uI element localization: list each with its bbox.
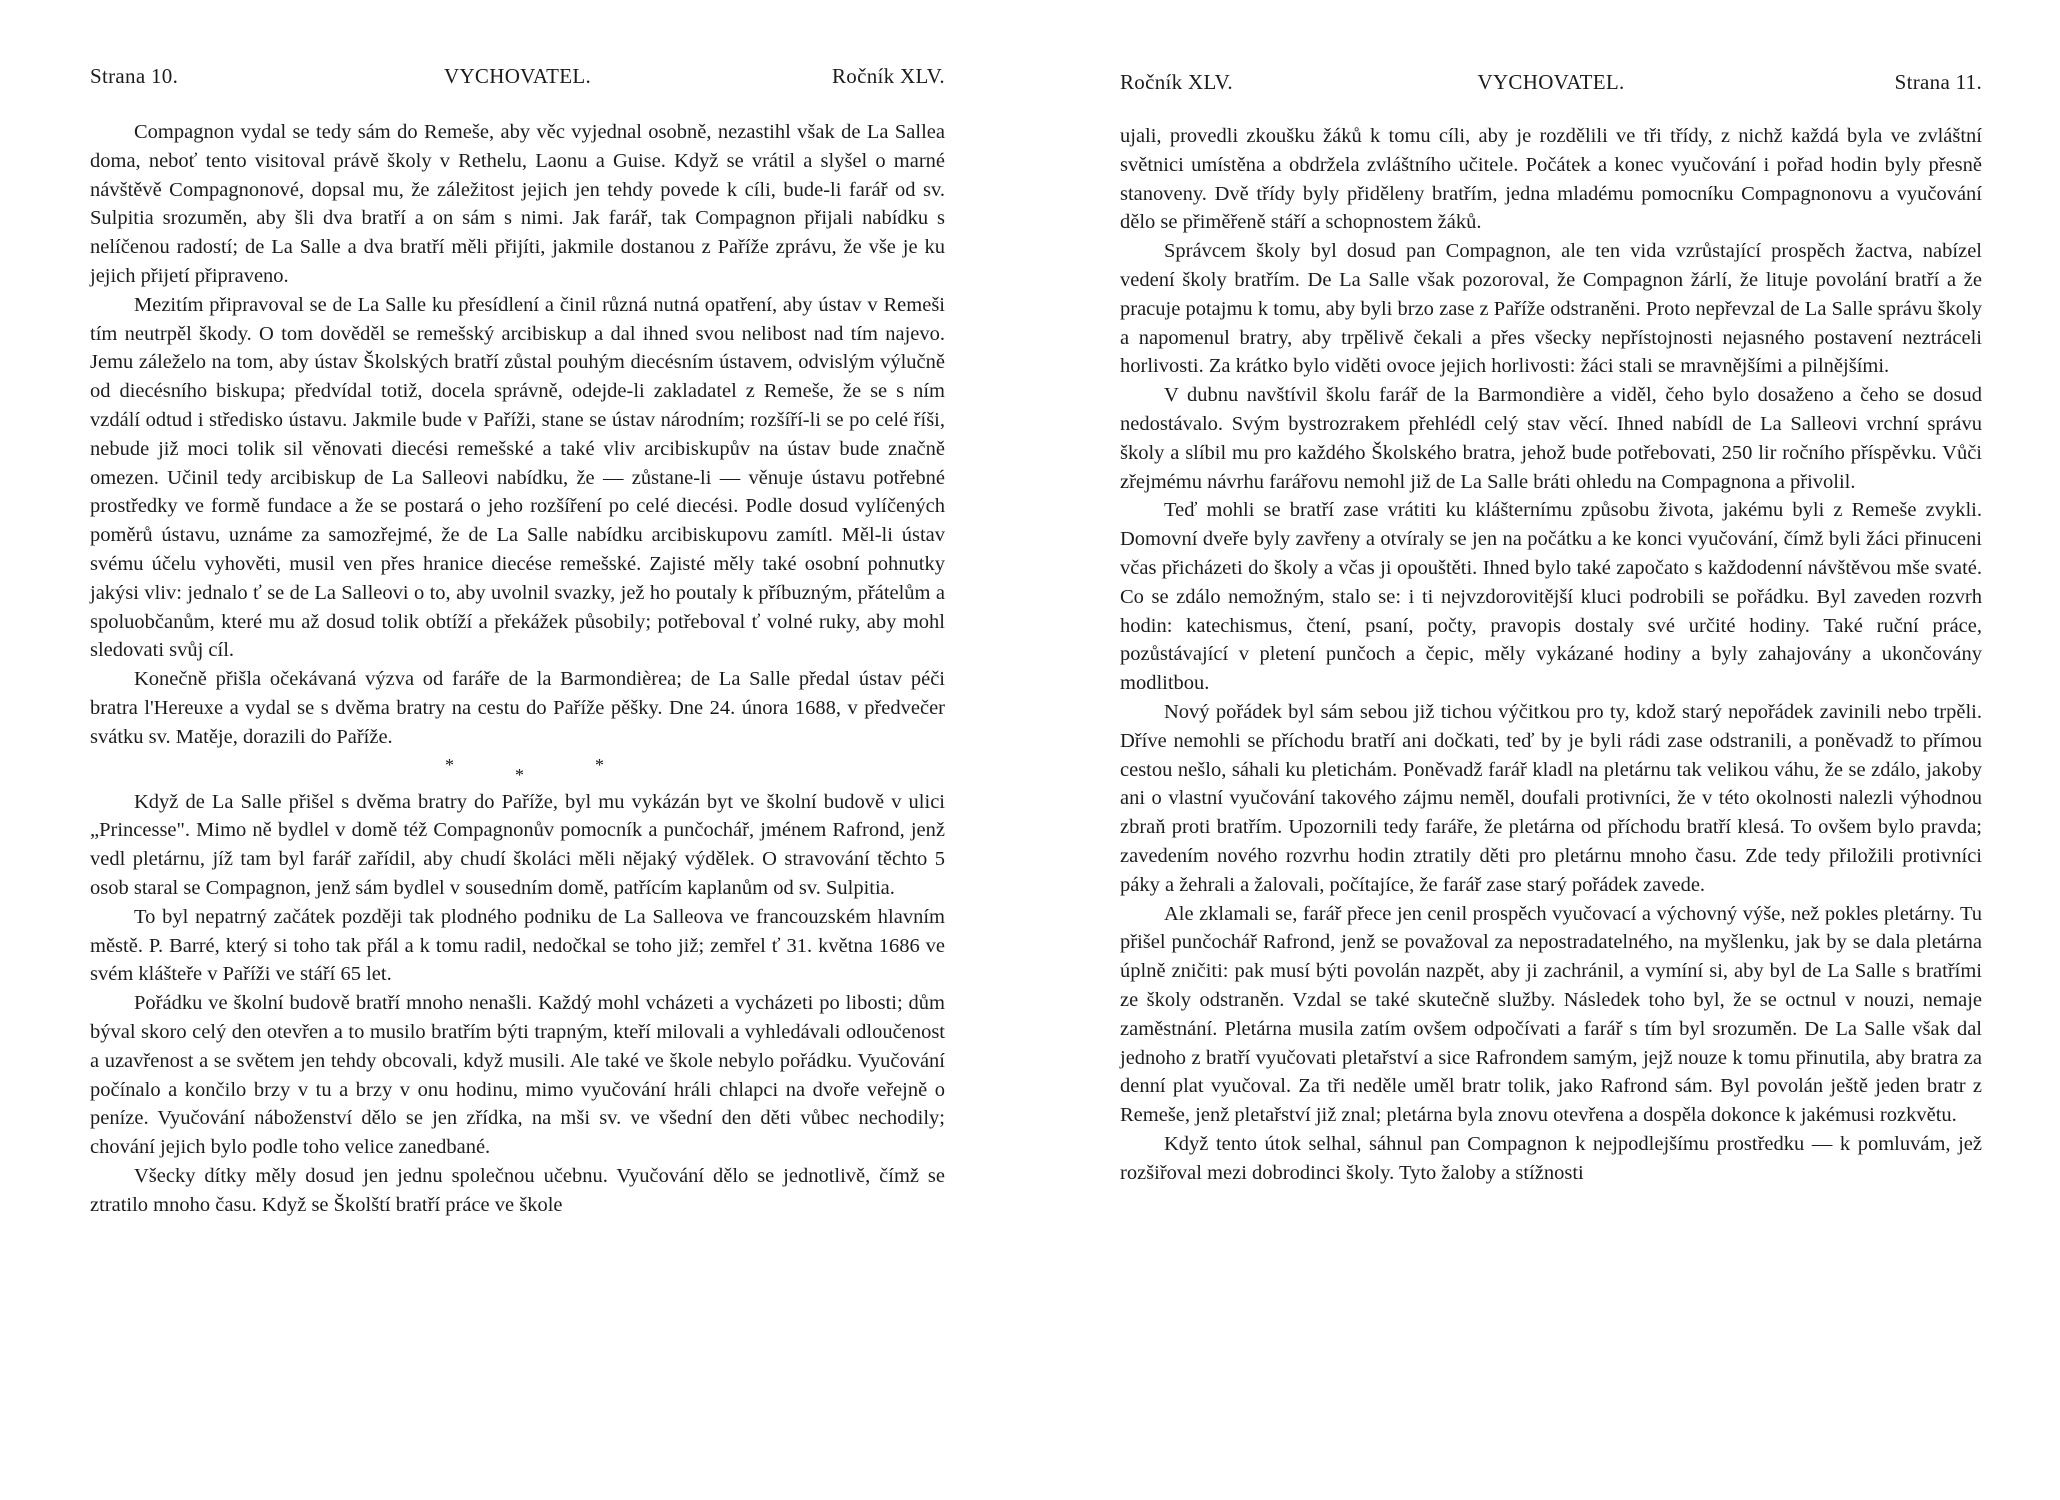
paragraph: Teď mohli se bratří zase vrátiti ku klášternímu způsobu života, jakému byli z Remeše zvykli. Domovní dveře byly zavřeny a otvíraly se jen na počátku a ke konci vyučování, čímž byli žáci přinuceni včas přicházeti do školy a včas ji opouštěti. Ihned bylo také započato s každodenní návštěvou mše svaté. Co se zdálo nemožným, stalo se: i ti nejvzdorovitější kluci podrobili se pořádku. Byl zaveden rozvrh hodin: katechismus, čtení, psaní, počty, pravopis dostaly své určité hodiny. Také ruční práce, pozůstávající v pletení punčoch a čepic, měly vykázané hodiny a byly zahajovány a ukončovány modlitbou. xyxy=(1120,499,1982,695)
paragraph: Compagnon vydal se tedy sám do Remeše, aby věc vyjednal osobně, nezastihl však de La Sallea doma, neboť tento visitoval právě školy v Rethelu, Laonu a Guise. Když se vrátil a slyšel o marné návštěvě Compagnonové, dopsal mu, že záležitost jejich jen tehdy povede k cíli, bude-li farář od sv. Sulpitia srozuměn, aby šli dva bratří a on sám s nimi. Jak farář, tak Compagnon přijali nabídku s nelíčenou radostí; de La Salle a dva bratří měli přijíti, jakmile dostanou z Paříže zprávu, že vše je ku jejich přijetí připraveno. xyxy=(90,121,945,287)
paragraph: Správcem školy byl dosud pan Compagnon, ale ten vida vzrůstající prospěch žactva, nabízel vedení školy bratřím. De La Salle však pozoroval, že Compagnon žárlí, že lituje povolání bratří a že pracuje potajmu k tomu, aby byli brzo zase z Paříže odstraněni. Proto nepřevzal de La Salle správu školy a napomenul bratry, aby trpělivě čekali a přes všecky nepřístojnosti nejasného postavení neztráceli horlivosti. Za krátko bylo viděti ovoce jejich horlivosti: žáci stali se mravnějšími a pilnějšími. xyxy=(1120,240,1982,378)
paragraph: Všecky dítky měly dosud jen jednu společnou učebnu. Vyučování dělo se jednotlivě, čímž se ztratilo mnoho času. Když se Školští bratří práce ve škole xyxy=(90,1164,945,1216)
paragraph: Mezitím připravoval se de La Salle ku přesídlení a činil různá nutná opatření, aby ústav v Remeši tím neutrpěl škody. O tom dověděl se remešský arcibiskup a dal ihned svou nelibost nad tím najevo. Jemu záleželo na tom, aby ústav Školských bratří zůstal pouhým diecésním ústavem, odvislým výlučně od diecésního biskupa; předvídal totiž, docela správně, odejde-li zakladatel z Remeše, že se s ním vzdálí odtud i středisko ústavu. Jakmile bude v Paříži, stane se ústav národním; rozšíří-li se po celé říši, nebude již moci tolik sil věnovati diecési remešské a také vliv arcibiskupův na ústav bude značně omezen. Učinil tedy arcibiskup de La Salleovi nabídku, že — zůstane-li — věnuje ústavu potřebné prostředky ve formě fundace a že se postará o jeho rozšíření po celé diecési. Podle dosud vylíčených poměrů ústavu, uznáme za samozřejmé, že de La Salle nabídku arcibiskupovu zamítl. Měl-li ústav svému účelu vyhověti, musil ven přes hranice diecése remešské. Zajisté měly také osobní pohnutky jakýsi vliv: jednalo ť se de La Salleovi o to, aby uvolnil svazky, jež ho poutaly k příbuzným, přátelům a spoluobčanům, které mu až dosud tolik obtíží a překážek působily; potřeboval ť volné ruky, aby mohl sledovati svůj cíl. xyxy=(90,293,945,662)
paragraph: Ale zklamali se, farář přece jen cenil prospěch vyučovací a výchovný výše, než pokles pletárny. Tu přišel punčochář Rafrond, jenž se považoval za nepostradatelného, na myšlenku, jak by se dala pletárna úplně zničiti: pak musí býti povolán nazpět, aby ji zachránil, a vymíní si, aby byl de La Salle s bratřími ze školy odstraněn. Vzdal se také skutečně služby. Následek toho byl, že se octnul v nouzi, nemaje zaměstnání. Pletárna musila zatím ovšem odpočívati a farář s tím byl srozuměn. De La Salle však dal jednoho z bratří vyučovati pletařství a sice Rafrondem samým, jejž nouze k tomu přinutila, aby bratra za denní plat vyučoval. Za tři neděle uměl bratr tolik, jako Rafrond sám. Byl povolán ještě jeden bratr z Remeše, jenž pletařství již znal; pletárna byla znovu otevřena a dospěla dokonce k jakémusi rozkvětu. xyxy=(1120,902,1982,1127)
paragraph: Když de La Salle přišel s dvěma bratry do Paříže, byl mu vykázán byt ve školní budově v ulici „Princesse". Mimo ně bydlel v domě též Compagnonův pomocník a punčochář, jménem Rafrond, jenž vedl pletárnu, jíž tam byl farář zařídil, aby chudí školáci měli nějaký výdělek. O stravování těchto 5 osob staral se Compagnon, jenž sám bydlel v sousedním domě, patřícím kaplanům od sv. Sulpitia. xyxy=(90,790,945,899)
left-page-header xyxy=(90,64,945,94)
paragraph: Pořádku ve školní budově bratří mnoho nenašli. Každý mohl vcházeti a vycházeti po libosti; dům býval skoro celý den otevřen a to musilo bratřím býti trapným, kteří milovali a vyhledávali odloučenost a uzavřenost a se světem jen tehdy obcovali, když musili. Ale také ve škole nebylo pořádku. Vyučování počínalo a končilo brzy v tu a brzy v onu hodinu, mimo vyučování hráli chlapci na dvoře veřejně o peníze. Vyučování náboženství dělo se jen zřídka, na mši sv. ve všední den děti vůbec nechodily; chování jejich bylo podle toho velice zanedbané. xyxy=(90,992,945,1159)
paragraph: V dubnu navštívil školu farář de la Barmondière a viděl, čeho bylo dosaženo a čeho se dosud nedostávalo. Svým bystrozrakem přehlédl celý stav věcí. Ihned nabídl de La Salleovi vrchní správu školy a slíbil mu pro každého Školského bratra, jehož bude potřebovati, 250 lir ročního příspěvku. Vůči zřejmému návrhu farářovu nemohl již de La Salle bráti ohledu na Compagnona a přivolil. xyxy=(1120,384,1982,493)
left-page xyxy=(90,0,945,1500)
paragraph: Když tento útok selhal, sáhnul pan Compagnon k nejpodlejšímu prostředku — k pomluvám, jež rozšiřoval mezi dobrodinci školy. Tyto žaloby a stížnosti xyxy=(1120,1132,1982,1184)
paragraph: Konečně přišla očekávaná výzva od faráře de la Barmondièrea; de La Salle předal ústav péči bratra l'Hereuxe a vydal se s dvěma bratry na cestu do Paříže pěšky. Dne 24. února 1688, v předvečer svátku sv. Matěje, dorazili do Paříže. xyxy=(90,668,945,748)
right-page xyxy=(1120,0,1982,1500)
separator-star: * xyxy=(595,754,604,775)
right-volume-label: Ročník XLV. xyxy=(1120,70,1233,94)
paragraph: To byl nepatrný začátek později tak plodného podniku de La Salleova ve francouzském hlavním městě. P. Barré, který si toho tak přál a k tomu radil, nedočkal se toho již; zemřel ť 31. května 1686 ve svém klášteře v Paříži ve stáří 65 let. xyxy=(90,905,945,986)
right-page-body xyxy=(1120,122,1982,1187)
right-journal-title: VYCHOVATEL. xyxy=(1477,70,1625,94)
left-page-body xyxy=(90,118,945,1219)
right-page-header xyxy=(1120,70,1982,100)
paragraph: Nový pořádek byl sám sebou již tichou výčitkou pro ty, kdož starý nepořádek zavinili nebo trpěli. Dříve nemohli se příchodu bratří ani dočkati, teď by je byli rádi zase odstranili, a poněvadž to přímou cestou nešlo, sáhali ku pletichám. Poněvadž farář kladl na pletárnu tak velikou váhu, že se zdálo, jakoby ani o vlastní vyučování takového zájmu neměl, doufali protivníci, že v této okolnosti nalezli výhodnou zbraň proti bratřím. Upozornili tedy faráře, že pletárna od příchodu bratří klesá. To ovšem bylo pravda; zavedením nového rozvrhu hodin ztratily děti pro pletárnu mnoho času. Zde tedy přiložili protivníci páky a žehrali a žalovali, počítajíce, že farář zase starý pořádek zavede. xyxy=(1120,700,1982,896)
section-separator xyxy=(90,752,945,785)
paragraph-continued: ujali, provedli zkoušku žáků k tomu cíli, aby je rozdělili ve tři třídy, z nichž každá byla ve zvláštní světnici umístěna a obdržela zvláštního učitele. Počátek a konec vyučování i pořad hodin byly přesně stanoveny. Dvě třídy byly přiděleny bratřím, jedna mladému pomocníku Compagnonovu a vyučování dělo se přiměřeně stáří a schopnostem žáků. xyxy=(1120,125,1982,234)
right-page-number: Strana 11. xyxy=(1894,70,1982,94)
separator-star: * xyxy=(515,764,524,785)
left-journal-title: VYCHOVATEL. xyxy=(444,64,591,88)
separator-star: * xyxy=(445,754,454,775)
left-page-number: Strana 10. xyxy=(90,64,179,88)
left-volume-label: Ročník XLV. xyxy=(832,64,945,88)
